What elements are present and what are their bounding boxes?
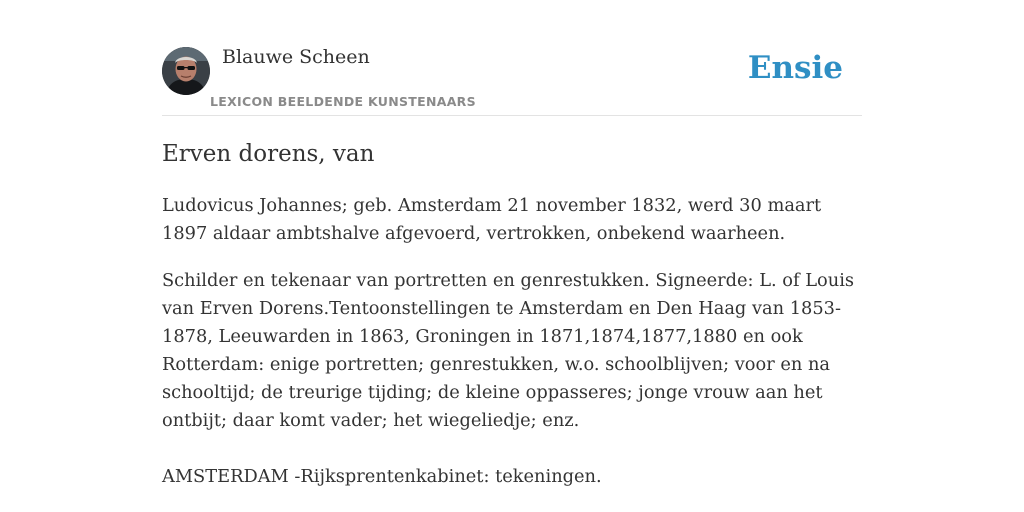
article-title: Erven dorens, van — [162, 141, 375, 167]
author-avatar[interactable] — [162, 47, 210, 95]
article-paragraph-1: Ludovicus Johannes; geb. Amsterdam 21 november 1832, werd 30 maart 1897 aldaar ambtshalve afgevoerd, vertrokken, onbekend waarheen. — [162, 195, 822, 244]
site-logo[interactable]: Ensie — [747, 50, 843, 86]
avatar-photo — [162, 47, 210, 95]
category-label[interactable]: LEXICON BEELDENDE KUNSTENAARS — [210, 94, 476, 109]
page-header — [162, 0, 862, 116]
article-paragraph-2: Schilder en tekenaar van portretten en genrestukken. Signeerde: L. of Louis van Erven Dorens.Tentoonstellingen te Amsterdam en Den Haag van 1853-1878, Leeuwarden in 1863, Groningen in 1871,1874,1877,1880 en ook Rotterdam: enige portretten; genrestukken, w.o. schoolblijven; voor en na schooltijd; de treurige tijding; de kleine oppasseres; jonge vrouw aan het ontbijt; daar komt vader; het wiegeliedje; enz. — [162, 270, 855, 431]
author-name[interactable]: Blauwe Scheen — [222, 46, 370, 68]
article-paragraph-3: AMSTERDAM -Rijksprentenkabinet: tekeningen. — [162, 466, 602, 487]
